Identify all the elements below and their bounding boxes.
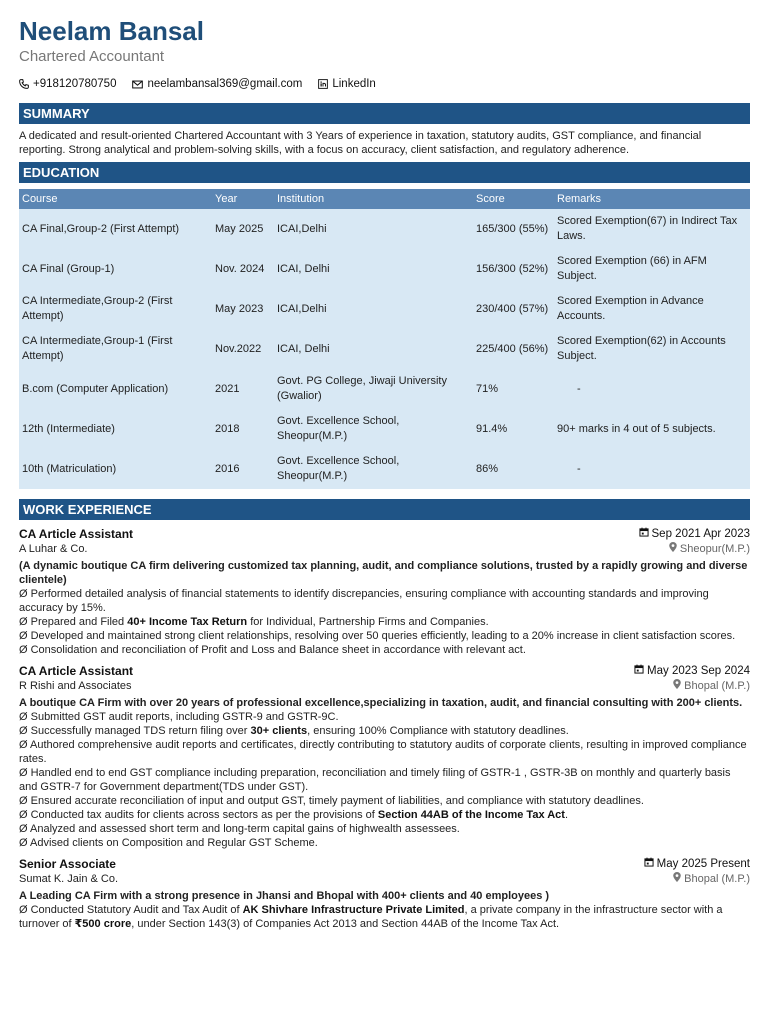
table-row — [19, 329, 750, 369]
education-heading: EDUCATION — [19, 162, 750, 183]
score-text: 225/400 (56%) — [476, 342, 549, 355]
course-text: B.com (Computer Application) — [22, 382, 169, 395]
bullet-segment: Ø Consolidation and reconciliation of Profit and Loss and Balance sheet in accordance with relevant act. — [19, 644, 526, 656]
job-bullet — [19, 794, 750, 808]
bullet-segment: Ø Advised clients on Composition and Regular GST Scheme. — [19, 837, 318, 849]
location-pin-icon — [673, 679, 681, 694]
company-description: A boutique CA Firm with over 20 years of professional excellence,specializing in taxation, audit, and financial consulting with 200+ clients. — [19, 697, 743, 709]
contact-bar — [19, 77, 750, 91]
mail-icon — [132, 80, 143, 89]
table-row — [19, 409, 750, 449]
table-row — [19, 449, 750, 489]
job-location — [669, 542, 750, 557]
course-text: CA Intermediate,Group-1 (First Attempt) — [22, 335, 173, 362]
col-institution: Institution — [274, 189, 473, 209]
location-pin-icon — [669, 542, 677, 557]
remarks-text: 90+ marks in 4 out of 5 subjects. — [557, 422, 716, 435]
cell-institution — [274, 369, 473, 409]
summary-heading: SUMMARY — [19, 103, 750, 124]
job-bullet — [19, 766, 750, 794]
bullet-segment: Ø Ensured accurate reconciliation of input and output GST, timely payment of liabilities, and compliance with statutory deadlines. — [19, 795, 644, 807]
remarks-text: Scored Exemption (66) in AFM Subject. — [557, 255, 707, 282]
calendar-icon — [634, 663, 644, 679]
cell-institution — [274, 329, 473, 369]
job-bullet — [19, 629, 750, 643]
year-text: May 2023 — [215, 302, 264, 315]
bullet-segment: Ø Submitted GST audit reports, including GSTR-9 and GSTR-9C. — [19, 711, 339, 723]
job-bullet — [19, 903, 750, 931]
linkedin-icon — [318, 79, 328, 89]
cell-course — [19, 449, 212, 489]
job-bullet — [19, 836, 750, 850]
cell-score — [473, 209, 554, 249]
company-name: Sumat K. Jain & Co. — [19, 873, 119, 885]
job-entry — [19, 663, 750, 850]
cell-institution — [274, 409, 473, 449]
score-text: 86% — [476, 462, 499, 475]
course-text: CA Intermediate,Group-2 (First Attempt) — [22, 295, 173, 322]
bullet-segment: Section 44AB of the Income Tax Act — [377, 809, 565, 821]
cell-course — [19, 209, 212, 249]
remarks-text: Scored Exemption(67) in Indirect Tax Laws. — [557, 215, 738, 242]
table-row — [19, 249, 750, 289]
year-text: 2021 — [215, 382, 240, 395]
bullet-segment: , under Section 143(3) of Companies Act 2013 and Section 44AB of the Income Tax Act. — [131, 918, 560, 930]
institution-text: Govt. Excellence School, Sheopur(M.P.) — [277, 455, 400, 482]
job-dates-text: Sep 2021 Apr 2023 — [651, 528, 750, 540]
bullet-segment: . — [564, 809, 569, 821]
institution-text: ICAI,Delhi — [277, 222, 327, 235]
education-table — [19, 189, 750, 489]
cell-remarks — [554, 329, 750, 369]
job-location — [673, 679, 750, 694]
work-heading: WORK EXPERIENCE — [19, 499, 750, 520]
bullet-segment: , a private company in the infrastructure sector with a turnover of — [19, 904, 723, 930]
job-title: Senior Associate — [19, 857, 116, 871]
job-title: CA Article Assistant — [19, 527, 134, 541]
bullet-segment: AK Shivhare Infrastructure Private Limited — [242, 904, 465, 916]
institution-text: Govt. Excellence School, Sheopur(M.P.) — [277, 415, 400, 442]
cell-remarks — [554, 449, 750, 489]
cell-remarks — [554, 249, 750, 289]
cell-score — [473, 289, 554, 329]
cell-remarks — [554, 209, 750, 249]
job-bullet — [19, 738, 750, 766]
cell-remarks — [554, 369, 750, 409]
year-text: 2016 — [215, 462, 240, 475]
remarks-text: Scored Exemption(62) in Accounts Subject. — [557, 335, 726, 362]
remarks-text: Scored Exemption in Advance Accounts. — [557, 295, 704, 322]
bullet-segment: Ø Performed detailed analysis of financial statements to identify discrepancies, ensuring compliance with accounting standards and improving accuracy by 15%. — [19, 588, 709, 614]
cell-institution — [274, 289, 473, 329]
col-year: Year — [212, 189, 274, 209]
linkedin-text: LinkedIn — [332, 78, 376, 90]
cell-course — [19, 289, 212, 329]
course-text: CA Final (Group-1) — [22, 262, 115, 275]
cell-institution — [274, 249, 473, 289]
institution-text: ICAI, Delhi — [277, 262, 330, 275]
cell-year — [212, 249, 274, 289]
cell-year — [212, 289, 274, 329]
cell-remarks — [554, 409, 750, 449]
summary-text: A dedicated and result-oriented Chartered Accountant with 3 Years of experience in taxation, statutory audits, GST compliance, and financial reporting. Strong analytical and problem-solving skills, with a focus on accuracy, client satisfaction, and regulatory adherence. — [19, 130, 702, 156]
job-entry — [19, 526, 750, 657]
course-text: 10th (Matriculation) — [22, 462, 117, 475]
year-text: Nov. 2024 — [215, 262, 265, 275]
job-title: CA Article Assistant — [19, 664, 134, 678]
candidate-name: Neelam Bansal — [19, 16, 204, 46]
job-dates-text: May 2023 Sep 2024 — [647, 665, 750, 677]
institution-text: ICAI,Delhi — [277, 302, 327, 315]
job-dates-text: May 2025 Present — [656, 858, 750, 870]
bullet-segment: Ø Analyzed and assessed short term and long-term capital gains of highwealth assessees. — [19, 823, 460, 835]
job-subheader — [19, 679, 750, 694]
cell-year — [212, 209, 274, 249]
col-course: Course — [19, 189, 212, 209]
bullet-segment: for Individual, Partnership Firms and Companies. — [247, 616, 489, 628]
bullet-segment: Ø Authored comprehensive audit reports and certificates, directly contributing to statutory audits of corporate clients, resulting in improved compliance rates. — [19, 739, 747, 765]
cell-score — [473, 369, 554, 409]
contact-linkedin[interactable] — [318, 77, 375, 91]
col-remarks: Remarks — [554, 189, 750, 209]
cell-remarks — [554, 289, 750, 329]
score-text: 91.4% — [476, 422, 508, 435]
email-text: neelambansal369@gmail.com — [147, 78, 303, 90]
calendar-icon — [639, 526, 649, 542]
job-entry — [19, 856, 750, 931]
cell-course — [19, 369, 212, 409]
cell-year — [212, 449, 274, 489]
cell-course — [19, 409, 212, 449]
remarks-text: - — [577, 462, 581, 475]
job-bullet — [19, 808, 750, 822]
cell-course — [19, 329, 212, 369]
job-bullet — [19, 587, 750, 615]
job-dates — [639, 526, 750, 542]
bullet-segment: ₹500 crore — [74, 918, 132, 930]
score-text: 156/300 (52%) — [476, 262, 549, 275]
job-location-text: Bhopal (M.P.) — [684, 873, 750, 885]
cell-score — [473, 449, 554, 489]
course-text: CA Final,Group-2 (First Attempt) — [22, 222, 180, 235]
job-dates — [634, 663, 750, 679]
job-subheader — [19, 542, 750, 557]
contact-email[interactable] — [132, 77, 302, 91]
bullet-segment: Ø Conducted Statutory Audit and Tax Audit of — [19, 904, 243, 916]
year-text: 2018 — [215, 422, 240, 435]
cell-year — [212, 329, 274, 369]
company-description: (A dynamic boutique CA firm delivering customized tax planning, audit, and compliance solutions, trusted by a rapidly growing and diverse clientele) — [19, 560, 748, 586]
year-text: Nov.2022 — [215, 342, 262, 355]
resume-page — [19, 16, 750, 931]
calendar-icon — [644, 856, 654, 872]
cell-score — [473, 249, 554, 289]
job-location-text: Bhopal (M.P.) — [684, 680, 750, 692]
institution-text: Govt. PG College, Jiwaji University (Gwalior) — [277, 375, 447, 402]
cell-score — [473, 409, 554, 449]
job-header — [19, 526, 750, 542]
remarks-text: - — [577, 382, 581, 395]
phone-icon — [19, 79, 29, 89]
score-text: 230/400 (57%) — [476, 302, 549, 315]
score-text: 71% — [476, 382, 499, 395]
institution-text: ICAI, Delhi — [277, 342, 330, 355]
cell-score — [473, 329, 554, 369]
bullet-segment: 30+ clients — [250, 725, 308, 737]
job-bullet — [19, 615, 750, 629]
cell-institution — [274, 449, 473, 489]
job-header — [19, 856, 750, 872]
work-experience-list — [19, 526, 750, 931]
contact-phone[interactable] — [19, 77, 116, 91]
company-description: A Leading CA Firm with a strong presence in Jhansi and Bhopal with 400+ clients and 40 employees ) — [19, 890, 550, 902]
cell-year — [212, 409, 274, 449]
job-subheader — [19, 872, 750, 887]
table-row — [19, 289, 750, 329]
job-header — [19, 663, 750, 679]
phone-text: +918120780750 — [33, 78, 117, 90]
job-location-text: Sheopur(M.P.) — [679, 543, 750, 555]
job-bullet — [19, 822, 750, 836]
job-bullet — [19, 643, 750, 657]
job-bullet — [19, 724, 750, 738]
bullet-segment: Ø Conducted tax audits for clients across sectors as per the provisions of — [19, 809, 378, 821]
year-text: May 2025 — [215, 222, 264, 235]
bullet-segment: Ø Handled end to end GST compliance including preparation, reconciliation and timely filing of GSTR-1 , GSTR-3B on monthly and quarterly basis and GSTR-7 for Government department(TDS under GST). — [19, 767, 731, 793]
location-pin-icon — [673, 872, 681, 887]
bullet-segment: Ø Prepared and Filed — [19, 616, 128, 628]
col-score: Score — [473, 189, 554, 209]
cell-institution — [274, 209, 473, 249]
bullet-segment: 40+ Income Tax Return — [127, 616, 248, 628]
bullet-segment: Ø Developed and maintained strong client relationships, resolving over 50 queries efficiently, leading to a 20% increase in client satisfaction scores. — [19, 630, 736, 642]
score-text: 165/300 (55%) — [476, 222, 549, 235]
bullet-segment: Ø Successfully managed TDS return filing over — [19, 725, 251, 737]
bullet-segment: , ensuring 100% Compliance with statutory deadlines. — [307, 725, 569, 737]
education-header-row — [19, 189, 750, 209]
job-bullet — [19, 710, 750, 724]
cell-course — [19, 249, 212, 289]
company-name: A Luhar & Co. — [19, 543, 88, 555]
table-row — [19, 209, 750, 249]
table-row — [19, 369, 750, 409]
cell-year — [212, 369, 274, 409]
course-text: 12th (Intermediate) — [22, 422, 115, 435]
job-location — [673, 872, 750, 887]
candidate-title: Chartered Accountant — [19, 48, 165, 65]
company-name: R Rishi and Associates — [19, 680, 132, 692]
job-dates — [644, 856, 750, 872]
